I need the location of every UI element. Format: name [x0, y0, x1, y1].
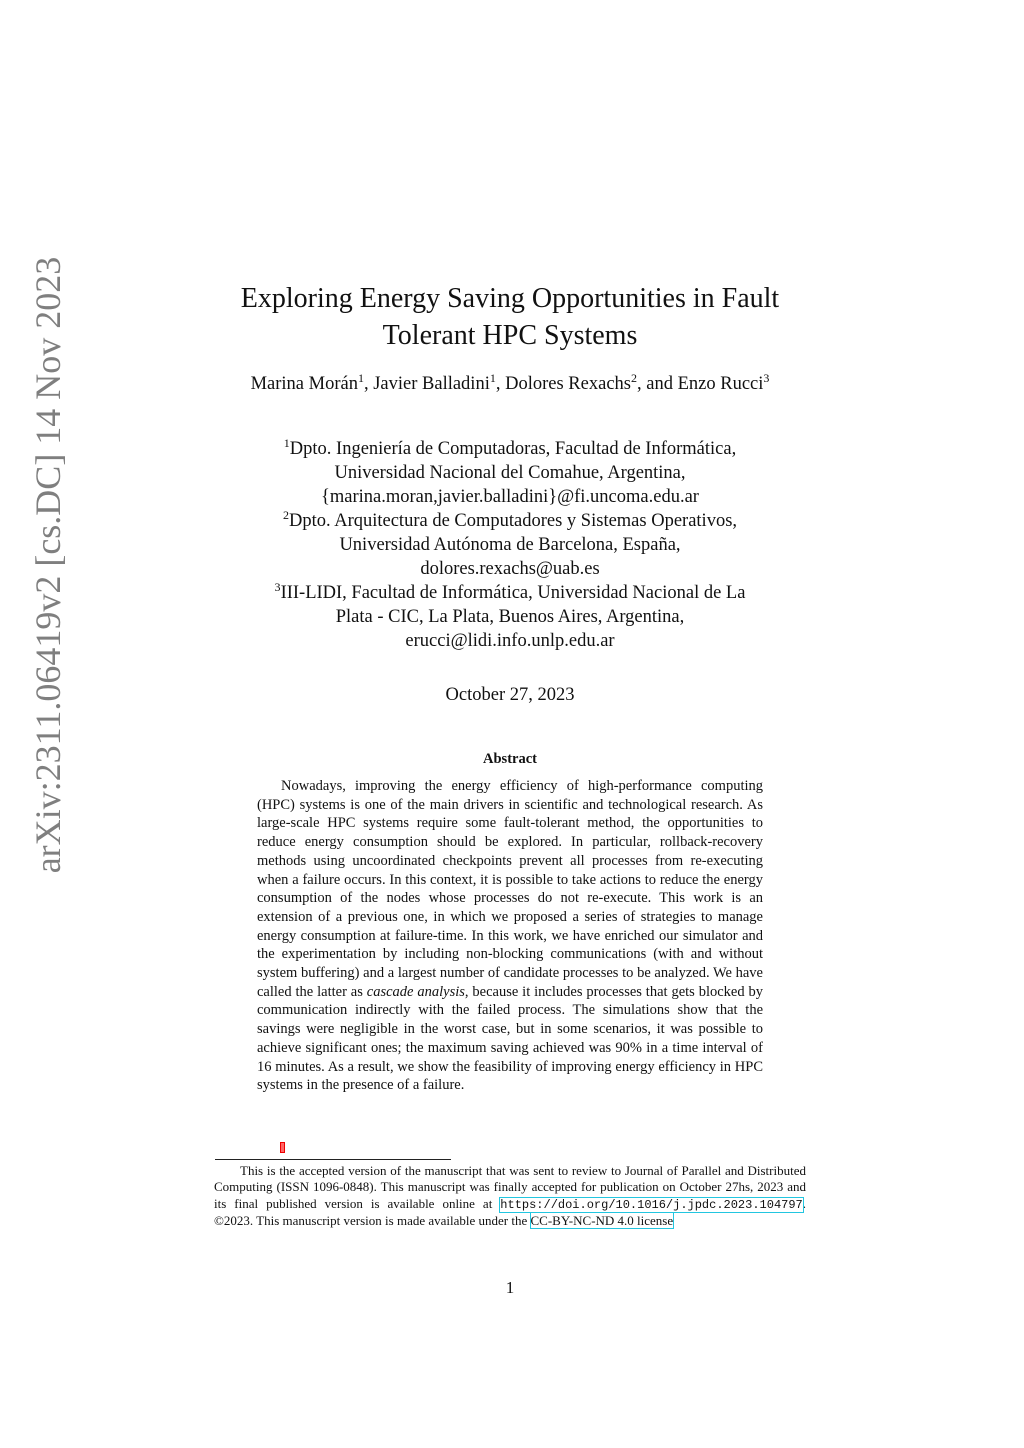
affiliation [200, 437, 820, 509]
annotation-marker [280, 1142, 285, 1153]
author-separator: , [495, 374, 506, 394]
arxiv-sidebar-stamp [28, 256, 68, 874]
affiliation-line: Plata - CIC, La Plata, Buenos Aires, Argentina, [335, 607, 685, 627]
abstract-text: Nowadays, improving the energy efficiency of high-performance computing (HPC) systems is one of the main drivers in scientific and technological research. As large-scale HPC systems require some fault-tolerant method, the opportunities to reduce energy consumption should be explored. In particular, rollback-recovery methods using uncoordinated checkpoints prevent all processes from re-executing when a failure occurs. In this context, it is possible to take actions to reduce the energy consumption of the nodes whose processes do not re-execute. This work is an extension of a previous one, in which we proposed a series of strategies to manage energy consumption at failure-time. In this work, we have enriched our simulator and the experimentation by including non-blocking communications (with and without system buffering) and a largest number of candidate processes to be analyzed. We have called the latter as [257, 778, 763, 1000]
abstract-heading: Abstract [483, 751, 537, 767]
author-affil-mark: 1 [357, 370, 364, 385]
author-separator: , and [637, 374, 678, 394]
affiliation-email: erucci@lidi.info.unlp.edu.ar [405, 631, 615, 651]
affiliation [200, 581, 820, 653]
footnote [214, 1163, 806, 1230]
footnote-text: . ©2023. This manuscript version is made available under the [214, 1195, 806, 1229]
paper-title [200, 280, 820, 354]
arxiv-id: arXiv:2311.06419v2 [cs.DC] 14 Nov 2023 [28, 256, 68, 874]
affiliation-line: III-LIDI, Facultad de Informática, Universidad Nacional de La [280, 583, 746, 603]
author-name: Dolores Rexachs [505, 374, 631, 394]
paper-date: October 27, 2023 [445, 685, 575, 705]
abstract-body [257, 777, 763, 1095]
affiliation-line: Dpto. Arquitectura de Computadores y Sistemas Operativos, [288, 511, 738, 531]
affiliation-line: Universidad Autónoma de Barcelona, España, [339, 535, 681, 555]
author-separator: , [363, 374, 374, 394]
abstract-italic-term: cascade analysis [366, 983, 465, 1000]
author-affil-mark: 2 [630, 370, 637, 385]
affiliation-email: {marina.moran,javier.balladini}@fi.uncoma.edu.ar [321, 487, 699, 507]
affiliation-mark: 1 [283, 435, 290, 450]
doi-link[interactable]: https://doi.org/10.1016/j.jpdc.2023.104797 [500, 1197, 803, 1212]
title-line-1: Exploring Energy Saving Opportunities in Fault [240, 283, 780, 314]
author-list [200, 372, 820, 396]
author-name: Marina Morán [250, 374, 358, 394]
author-name: Enzo Rucci [677, 374, 764, 394]
author-name: Javier Balladini [373, 374, 490, 394]
footnote-text: This is the accepted version of the manuscript that was sent to review to Journal of Parallel and Distributed Computing (ISSN 1096-0848). This manuscript was finally accepted for publication on October 27hs, 2023 and its final published version is available online at [214, 1163, 806, 1211]
affiliation-email: dolores.rexachs@uab.es [420, 559, 600, 579]
affiliation-line: Universidad Nacional del Comahue, Argentina, [334, 463, 686, 483]
author-affil-mark: 1 [489, 370, 496, 385]
affiliation [200, 509, 820, 581]
license-link[interactable]: CC-BY-NC-ND 4.0 license [530, 1213, 674, 1229]
affiliation-mark: 2 [282, 507, 289, 522]
page-number: 1 [505, 1278, 515, 1297]
affiliation-line: Dpto. Ingeniería de Computadoras, Facultad de Informática, [289, 439, 737, 459]
author-affil-mark: 3 [763, 370, 770, 385]
affiliation-mark: 3 [274, 579, 281, 594]
abstract-text: , because it includes processes that gets blocked by communication indirectly with the failed process. The simulations show that the savings were negligible in the worst case, but in some scenarios, it was possible to achieve significant ones; the maximum saving achieved was 90% in a time interval of 16 minutes. As a result, we show the feasibility of improving energy efficiency in HPC systems in the presence of a failure. [257, 983, 763, 1094]
affiliation-list [200, 437, 820, 653]
title-line-2: Tolerant HPC Systems [382, 320, 638, 351]
footnote-divider [215, 1159, 451, 1160]
